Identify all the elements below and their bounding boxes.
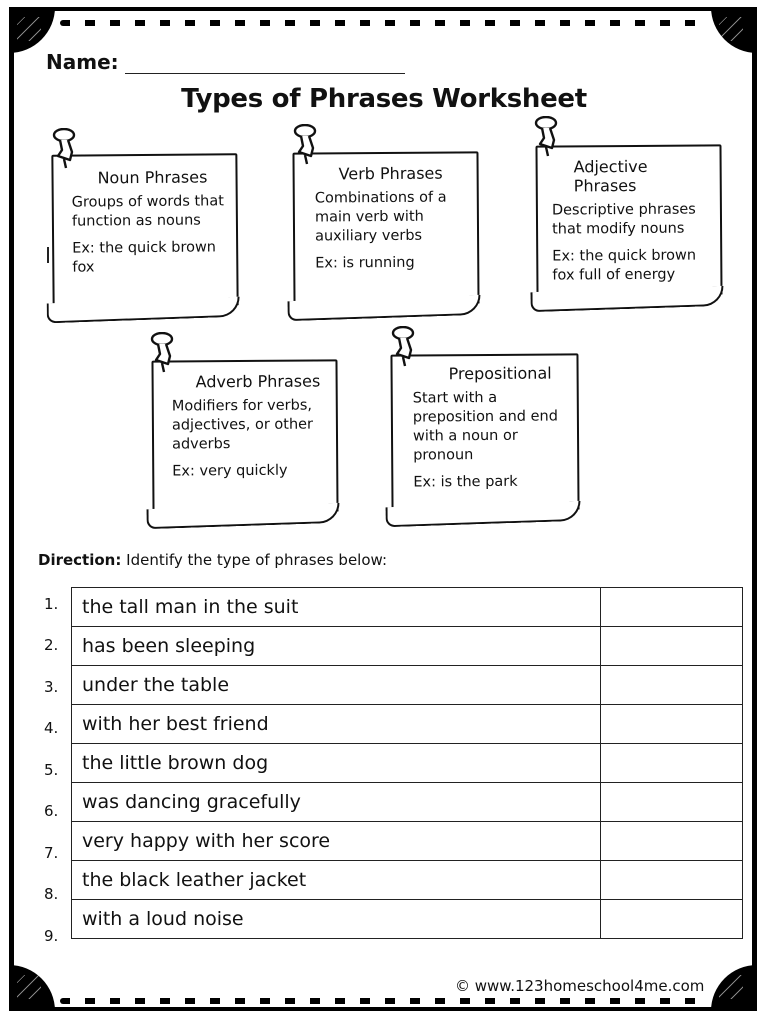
answer-cell[interactable]: [601, 627, 743, 666]
card-prepositional-phrases: [390, 353, 579, 510]
push-pin-icon: [52, 128, 80, 170]
row-number: 3.: [44, 678, 59, 696]
answer-cell[interactable]: [601, 744, 743, 783]
push-pin-icon: [150, 332, 178, 374]
table-row: [72, 666, 743, 705]
row-number: 5.: [44, 761, 59, 779]
phrase-cell: the tall man in the suit: [72, 588, 601, 627]
card-title: Noun Phrases: [97, 167, 208, 188]
copyright-text: © www.123homeschool4me.com: [455, 977, 705, 995]
table-row: [72, 861, 743, 900]
answer-cell[interactable]: [601, 900, 743, 939]
row-number: 2.: [44, 636, 59, 654]
answer-cell[interactable]: [601, 783, 743, 822]
name-label: Name:: [46, 50, 119, 74]
answer-cell[interactable]: [601, 666, 743, 705]
row-number: 9.: [44, 927, 59, 945]
table-row: [72, 627, 743, 666]
direction-label: Direction:: [38, 551, 122, 569]
card-description: Descriptive phrases that modify nouns: [551, 201, 696, 238]
table-row: [72, 588, 743, 627]
card-title: Adjective Phrases: [573, 156, 648, 196]
phrase-cell: has been sleeping: [72, 627, 601, 666]
card-title: Verb Phrases: [338, 163, 443, 184]
push-pin-icon: [534, 116, 562, 158]
card-title: Adverb Phrases: [195, 371, 321, 392]
table-row: [72, 900, 743, 939]
stray-mark: [47, 247, 49, 263]
name-input-line[interactable]: [125, 51, 405, 74]
phrase-cell: under the table: [72, 666, 601, 705]
card-noun-phrases: [51, 153, 238, 307]
dashed-border-top: [60, 20, 708, 26]
card-verb-phrases: [292, 151, 479, 304]
table-row: [72, 705, 743, 744]
card-adverb-phrases: [151, 359, 338, 512]
table-row: [72, 822, 743, 861]
card-description: Start with a preposition and end with a noun or pronoun: [412, 389, 558, 464]
row-number: 6.: [44, 802, 59, 820]
push-pin-icon: [391, 326, 419, 368]
row-number: 4.: [44, 719, 59, 737]
card-example: Ex: is running: [315, 254, 415, 272]
answer-cell[interactable]: [601, 705, 743, 744]
card-adjective-phrases: [535, 144, 722, 295]
card-example: Ex: the quick brown fox full of energy: [552, 247, 697, 284]
phrase-cell: with her best friend: [72, 705, 601, 744]
exercise-table: [71, 587, 743, 939]
name-field-row: [46, 50, 405, 74]
direction-instruction: Identify the type of phrases below:: [126, 551, 388, 569]
phrase-cell: very happy with her score: [72, 822, 601, 861]
phrase-cell: the black leather jacket: [72, 861, 601, 900]
card-example: Ex: very quickly: [172, 462, 288, 480]
card-description: Combinations of a main verb with auxiliary verbs: [314, 189, 447, 245]
table-row: [72, 744, 743, 783]
phrase-cell: was dancing gracefully: [72, 783, 601, 822]
card-example: Ex: is the park: [413, 473, 518, 491]
phrase-cell: with a loud noise: [72, 900, 601, 939]
push-pin-icon: [293, 124, 321, 166]
row-number: 1.: [44, 595, 59, 613]
card-example: Ex: the quick brown fox: [72, 239, 217, 276]
card-title: Prepositional: [448, 363, 552, 384]
answer-cell[interactable]: [601, 588, 743, 627]
table-row: [72, 783, 743, 822]
worksheet-title: Types of Phrases Worksheet: [181, 84, 587, 114]
direction-text: [38, 551, 387, 569]
dashed-border-bottom: [60, 998, 708, 1004]
answer-cell[interactable]: [601, 822, 743, 861]
row-number: 7.: [44, 844, 59, 862]
row-number: 8.: [44, 885, 59, 903]
card-description: Modifiers for verbs, adjectives, or other adverbs: [171, 397, 314, 453]
card-description: Groups of words that function as nouns: [71, 193, 224, 230]
phrase-cell: the little brown dog: [72, 744, 601, 783]
answer-cell[interactable]: [601, 861, 743, 900]
